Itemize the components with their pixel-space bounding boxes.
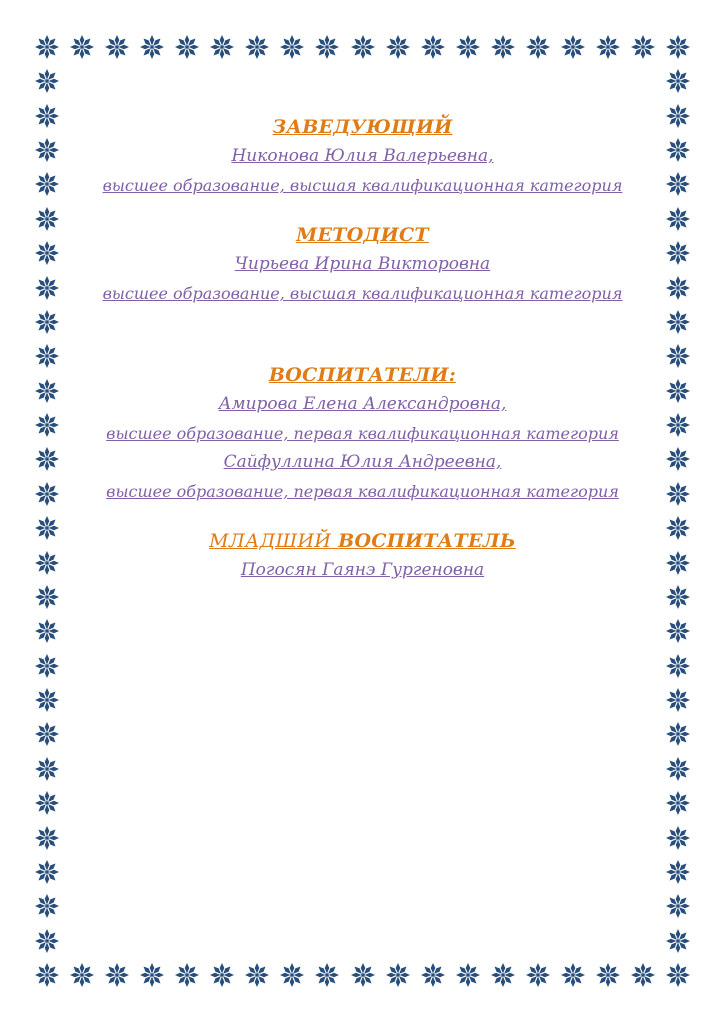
snowflake-star-icon (630, 962, 656, 988)
head-name: Никонова Юлия Валерьевна, (231, 146, 494, 166)
snowflake-star-icon (244, 962, 270, 988)
snowflake-star-icon (665, 550, 691, 576)
snowflake-star-icon (595, 34, 621, 60)
snowflake-star-icon (350, 34, 376, 60)
snowflake-star-icon (34, 515, 60, 541)
snowflake-star-icon (279, 962, 305, 988)
snowflake-star-icon (595, 962, 621, 988)
snowflake-star-icon (34, 171, 60, 197)
snowflake-star-icon (139, 34, 165, 60)
head-title: ЗАВЕДУЮЩИЙ (272, 116, 453, 138)
snowflake-star-icon (420, 962, 446, 988)
snowflake-star-icon (174, 962, 200, 988)
head-details: высшее образование, высшая квалификационная категория (102, 176, 623, 195)
educator-2-details: высшее образование, первая квалификационная категория (106, 482, 619, 501)
snowflake-star-icon (104, 962, 130, 988)
junior-title (70, 526, 655, 556)
snowflake-star-icon (34, 790, 60, 816)
snowflake-star-icon (34, 206, 60, 232)
snowflake-star-icon (665, 859, 691, 885)
snowflake-star-icon (34, 378, 60, 404)
snowflake-star-icon (665, 893, 691, 919)
snowflake-star-icon (665, 584, 691, 610)
snowflake-star-icon (314, 962, 340, 988)
methodist-details: высшее образование, высшая квалификационная категория (102, 284, 623, 303)
snowflake-star-icon (665, 618, 691, 644)
methodist-section (70, 220, 655, 308)
snowflake-star-icon (69, 34, 95, 60)
snowflake-star-icon (34, 928, 60, 954)
snowflake-star-icon (34, 962, 60, 988)
snowflake-star-icon (314, 34, 340, 60)
snowflake-star-icon (209, 34, 235, 60)
snowflake-star-icon (34, 103, 60, 129)
snowflake-star-icon (385, 962, 411, 988)
snowflake-star-icon (665, 687, 691, 713)
snowflake-star-icon (630, 34, 656, 60)
snowflake-star-icon (34, 412, 60, 438)
junior-title-part2: ВОСПИТАТЕЛЬ (338, 530, 516, 552)
snowflake-star-icon (420, 34, 446, 60)
snowflake-star-icon (34, 275, 60, 301)
snowflake-star-icon (34, 653, 60, 679)
educator-1-name: Амирова Елена Александровна, (218, 394, 507, 414)
snowflake-star-icon (34, 481, 60, 507)
snowflake-star-icon (34, 137, 60, 163)
snowflake-star-icon (665, 171, 691, 197)
snowflake-star-icon (665, 137, 691, 163)
snowflake-star-icon (34, 309, 60, 335)
methodist-name: Чирьева Ирина Викторовна (234, 254, 491, 274)
snowflake-star-icon (665, 825, 691, 851)
snowflake-star-icon (665, 790, 691, 816)
educator-1-details: высшее образование, первая квалификационная категория (106, 424, 619, 443)
staff-list (70, 112, 655, 585)
snowflake-star-icon (209, 962, 235, 988)
snowflake-star-icon (34, 550, 60, 576)
snowflake-star-icon (34, 68, 60, 94)
snowflake-star-icon (34, 893, 60, 919)
snowflake-star-icon (665, 515, 691, 541)
snowflake-star-icon (665, 34, 691, 60)
junior-title-part1: МЛАДШИЙ (209, 530, 332, 552)
snowflake-star-icon (490, 34, 516, 60)
snowflake-star-icon (34, 584, 60, 610)
methodist-title: МЕТОДИСТ (296, 224, 429, 246)
snowflake-star-icon (279, 34, 305, 60)
educators-section (70, 360, 655, 506)
snowflake-star-icon (34, 343, 60, 369)
snowflake-star-icon (244, 34, 270, 60)
snowflake-star-icon (665, 103, 691, 129)
snowflake-star-icon (525, 962, 551, 988)
snowflake-star-icon (34, 240, 60, 266)
educators-title: ВОСПИТАТЕЛИ: (268, 364, 457, 386)
snowflake-star-icon (525, 34, 551, 60)
snowflake-star-icon (69, 962, 95, 988)
snowflake-star-icon (665, 756, 691, 782)
junior-section (70, 526, 655, 585)
snowflake-star-icon (665, 928, 691, 954)
snowflake-star-icon (665, 275, 691, 301)
snowflake-star-icon (455, 962, 481, 988)
educator-2-name: Сайфуллина Юлия Андреевна, (223, 452, 502, 472)
snowflake-star-icon (665, 378, 691, 404)
snowflake-star-icon (34, 721, 60, 747)
snowflake-star-icon (34, 687, 60, 713)
snowflake-star-icon (665, 68, 691, 94)
snowflake-star-icon (34, 618, 60, 644)
snowflake-star-icon (174, 34, 200, 60)
snowflake-star-icon (665, 962, 691, 988)
snowflake-star-icon (665, 721, 691, 747)
snowflake-star-icon (350, 962, 376, 988)
snowflake-star-icon (139, 962, 165, 988)
snowflake-star-icon (455, 34, 481, 60)
snowflake-star-icon (665, 343, 691, 369)
snowflake-star-icon (34, 859, 60, 885)
snowflake-star-icon (665, 481, 691, 507)
snowflake-star-icon (34, 446, 60, 472)
snowflake-star-icon (490, 962, 516, 988)
snowflake-star-icon (560, 34, 586, 60)
snowflake-star-icon (665, 240, 691, 266)
snowflake-star-icon (665, 653, 691, 679)
snowflake-star-icon (665, 446, 691, 472)
snowflake-star-icon (34, 756, 60, 782)
junior-name: Погосян Гаянэ Гургеновна (240, 560, 485, 580)
snowflake-star-icon (34, 825, 60, 851)
snowflake-star-icon (104, 34, 130, 60)
snowflake-star-icon (665, 206, 691, 232)
snowflake-star-icon (560, 962, 586, 988)
snowflake-star-icon (385, 34, 411, 60)
snowflake-star-icon (665, 412, 691, 438)
snowflake-star-icon (665, 309, 691, 335)
snowflake-star-icon (34, 34, 60, 60)
head-section (70, 112, 655, 200)
